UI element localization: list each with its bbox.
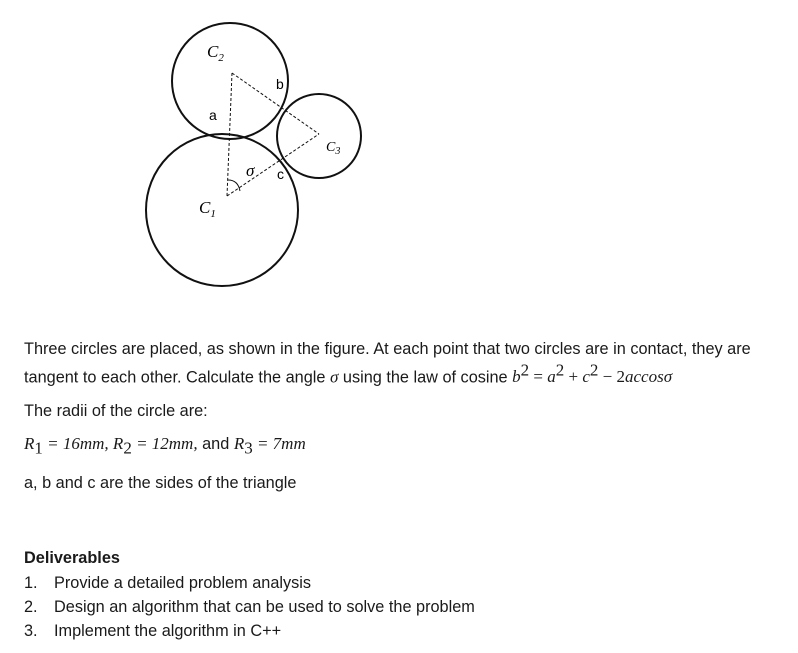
deliverable-item: 1. Provide a detailed problem analysis <box>24 574 312 592</box>
problem-line-2 <box>24 360 672 388</box>
deliverables-heading: Deliverables <box>24 549 120 567</box>
circle-c2 <box>172 23 288 139</box>
problem-line-2-middle: using the law of cosine <box>342 368 508 387</box>
label-c3: $C_3$ <box>326 140 341 157</box>
problem-line-2-prefix: tangent to each other. Calculate the angle <box>24 368 326 387</box>
radii-intro: The radii of the circle are: <box>24 402 208 420</box>
label-sigma: σ <box>246 161 255 180</box>
deliverable-item: 2. Design an algorithm that can be used to solve the problem <box>24 598 475 616</box>
side-c-line <box>227 134 319 196</box>
angle-arc <box>228 180 240 191</box>
deliverables-list <box>24 571 475 643</box>
sides-note: a, b and c are the sides of the triangle <box>24 474 297 492</box>
label-c1: $C_1$ <box>199 198 216 220</box>
circle-c3 <box>277 94 361 178</box>
radii-values: $R_1 = 16mm$, $R_2 = 12mm$, and $R_3 = 7mm$ <box>24 434 306 458</box>
circle-c1 <box>146 134 298 286</box>
label-c: c <box>277 166 284 182</box>
sigma-symbol: σ <box>329 367 339 387</box>
label-a: a <box>209 107 217 123</box>
problem-line-1: Three circles are placed, as shown in the figure. At each point that two circles are in contact, they are <box>24 340 751 358</box>
label-c2: $C_2$ <box>207 42 224 64</box>
law-of-cosine-formula: $b^2 = a^2 + c^2 - 2accos\sigma$ <box>512 361 673 387</box>
label-b: b <box>276 76 284 92</box>
deliverable-item: 3. Implement the algorithm in C++ <box>24 622 282 640</box>
circles-figure <box>0 0 798 320</box>
